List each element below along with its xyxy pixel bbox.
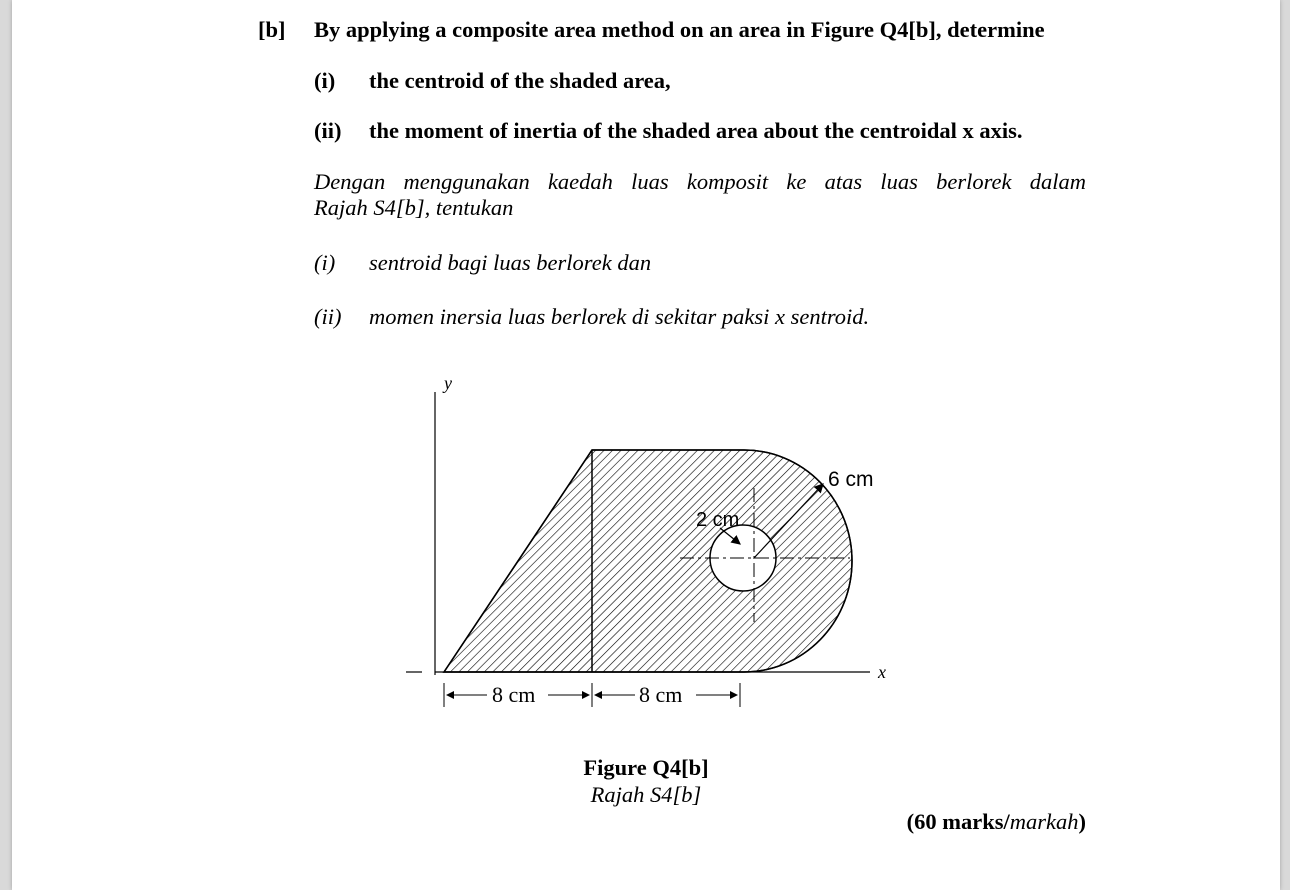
part-ii-number-ms: (ii)	[314, 304, 342, 329]
marks-allocation	[907, 809, 1086, 835]
part-i-number-en: (i)	[314, 68, 336, 93]
dim-left-label: 8 cm	[492, 682, 536, 707]
question-intro-en: By applying a composite area method on an area in Figure Q4[b], determine	[314, 17, 1045, 42]
y-axis-label: y	[444, 373, 452, 393]
part-ii-text-en: the moment of inertia of the shaded area about the centroidal x axis.	[369, 118, 1023, 143]
part-ii-number-en: (ii)	[314, 118, 342, 143]
question-label: [b]	[258, 17, 286, 42]
marks-close: )	[1078, 809, 1086, 834]
x-axis-label: x	[878, 662, 886, 682]
shaded-area	[444, 450, 852, 672]
figure-caption-ms: Rajah S4[b]	[590, 782, 702, 807]
exam-page	[12, 0, 1280, 890]
question-intro-ms-line1: Dengan menggunakan kaedah luas komposit ke atas luas berlorek dalam	[314, 169, 1086, 194]
part-ii-text-ms: momen inersia luas berlorek di sekitar paksi x sentroid.	[369, 304, 870, 329]
marks-malay: markah	[1009, 809, 1079, 834]
figure-caption-en: Figure Q4[b]	[583, 755, 709, 780]
small-radius-label: 2 cm	[696, 509, 740, 531]
part-i-text-ms: sentroid bagi luas berlorek dan	[369, 250, 652, 275]
question-intro-ms-line2: Rajah S4[b], tentukan	[314, 195, 514, 220]
large-radius-label: 6 cm	[828, 468, 874, 491]
part-i-text-en: the centroid of the shaded area,	[369, 68, 671, 93]
part-i-number-ms: (i)	[314, 250, 336, 275]
dim-right-label: 8 cm	[639, 682, 683, 707]
composite-area-figure	[380, 360, 900, 720]
marks-count: (60 marks/	[906, 809, 1010, 834]
